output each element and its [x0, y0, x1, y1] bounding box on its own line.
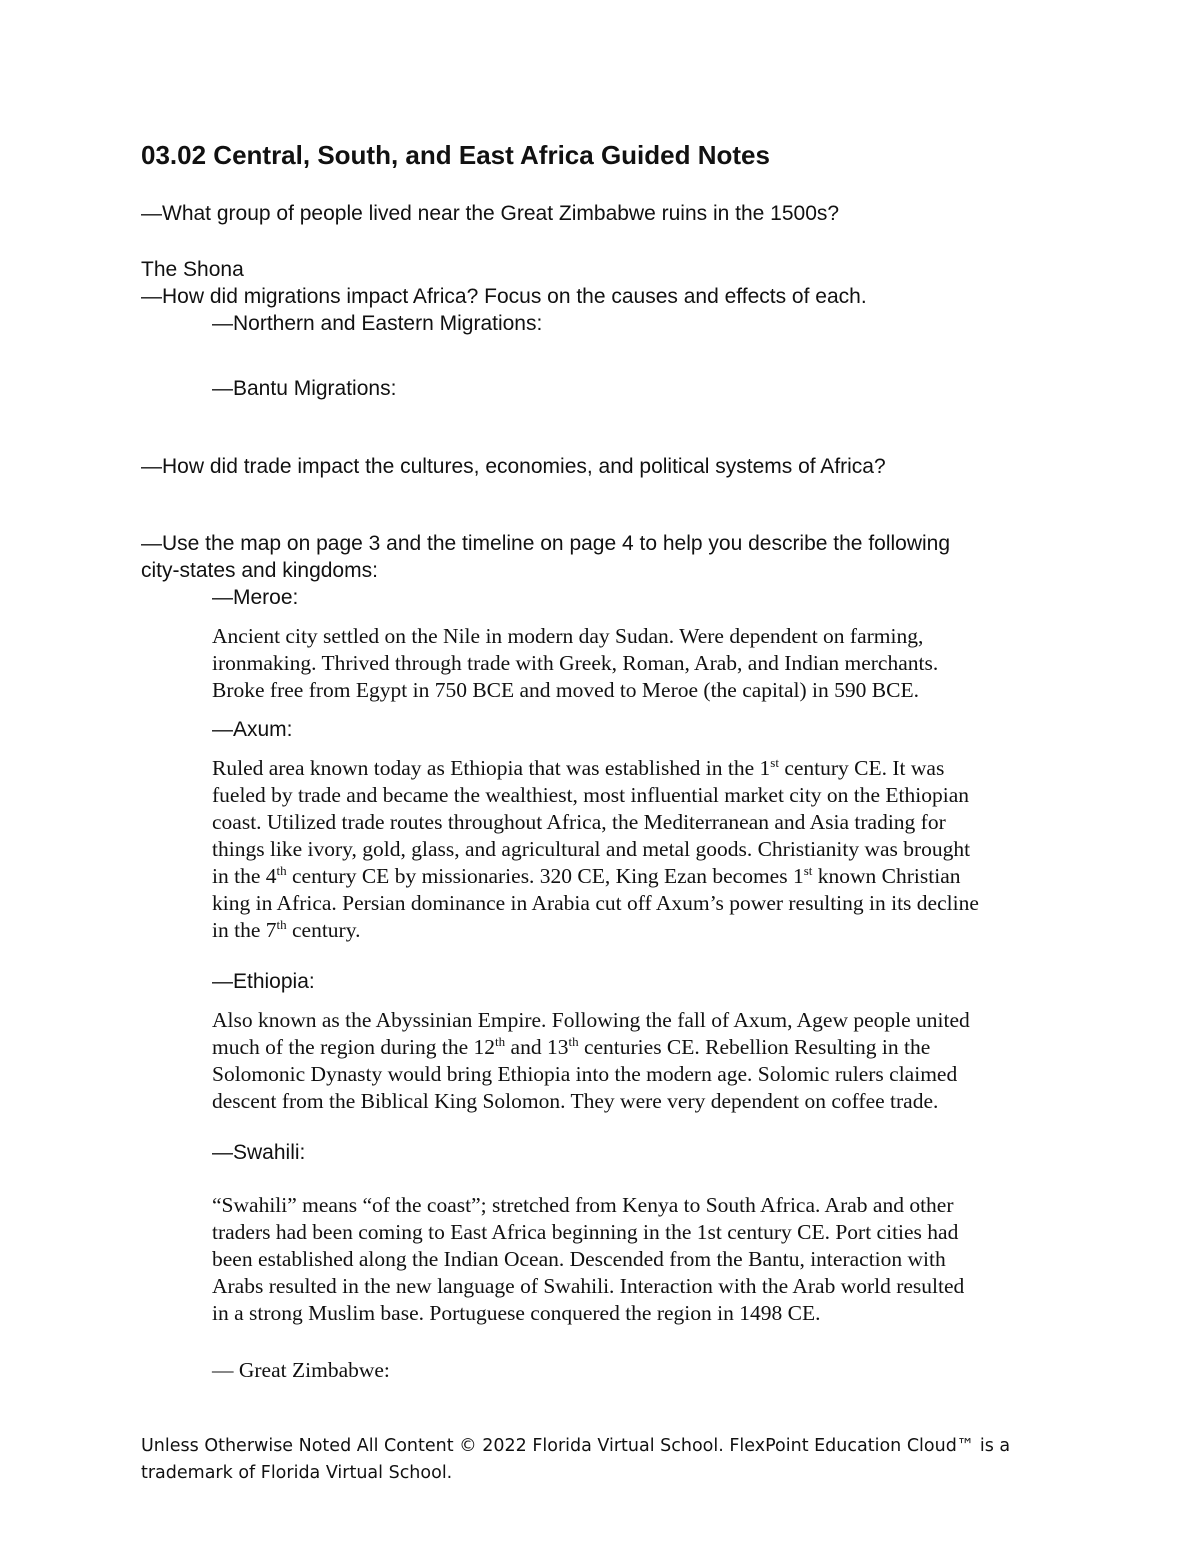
- footer-line: Unless Otherwise Noted All Content © 2022 Florida Virtual School. FlexPoint Education Cloud™ is a: [141, 1436, 1011, 1456]
- ethiopia-heading: —Ethiopia:: [212, 970, 315, 993]
- swahili-notes: [212, 1192, 1072, 1327]
- question-trade-impact: —How did trade impact the cultures, economies, and political systems of Africa?: [141, 455, 886, 478]
- great-zimbabwe-heading: — Great Zimbabwe:: [212, 1358, 390, 1382]
- swahili-line: been established along the Indian Ocean. Descended from the Bantu, interaction with: [212, 1247, 946, 1271]
- ethiopia-line: Also known as the Abyssinian Empire. Following the fall of Axum, Agew people united: [212, 1008, 970, 1032]
- swahili-heading: —Swahili:: [212, 1141, 306, 1164]
- axum-line: fueled by trade and became the wealthiest, most influential market city on the Ethiopian: [212, 783, 970, 807]
- axum-line: Ruled area known today as Ethiopia that was established in the 1st century CE. It was: [212, 755, 945, 780]
- axum-notes: [212, 755, 1072, 944]
- meroe-notes: [212, 623, 1072, 704]
- page-title: 03.02 Central, South, and East Africa Guided Notes: [141, 140, 770, 170]
- axum-line: things like ivory, gold, glass, and agricultural and metal goods. Christianity was brought: [212, 837, 971, 861]
- meroe-line: Ancient city settled on the Nile in modern day Sudan. Were dependent on farming,: [212, 624, 924, 648]
- footer-line: trademark of Florida Virtual School.: [141, 1463, 453, 1483]
- axum-line: in the 4th century CE by missionaries. 320 CE, King Ezan becomes 1st known Christian: [212, 863, 961, 888]
- swahili-line: traders had been coming to East Africa beginning in the 1st century CE. Port cities had: [212, 1220, 959, 1244]
- ethiopia-line: much of the region during the 12th and 13th centuries CE. Rebellion Resulting in the: [212, 1034, 931, 1059]
- axum-line: coast. Utilized trade routes throughout Africa, the Mediterranean and Asia trading for: [212, 810, 946, 834]
- meroe-heading: —Meroe:: [212, 586, 299, 609]
- copyright-footer: [141, 1433, 1081, 1487]
- ethiopia-line: Solomonic Dynasty would bring Ethiopia into the modern age. Solomic rulers claimed: [212, 1062, 958, 1086]
- swahili-line: Arabs resulted in the new language of Swahili. Interaction with the Arab world resulted: [212, 1274, 965, 1298]
- meroe-line: Broke free from Egypt in 750 BCE and moved to Meroe (the capital) in 590 BCE.: [212, 678, 919, 702]
- axum-line: in the 7th century.: [212, 917, 361, 942]
- question-zimbabwe-people: —What group of people lived near the Great Zimbabwe ruins in the 1500s?: [141, 202, 840, 225]
- axum-heading: —Axum:: [212, 718, 293, 741]
- ethiopia-line: descent from the Biblical King Solomon. They were very dependent on coffee trade.: [212, 1089, 939, 1113]
- prompt-bantu-migrations: —Bantu Migrations:: [212, 377, 397, 400]
- prompt-northern-eastern-migrations: —Northern and Eastern Migrations:: [212, 312, 543, 335]
- meroe-line: ironmaking. Thrived through trade with Greek, Roman, Arab, and Indian merchants.: [212, 651, 939, 675]
- axum-line: king in Africa. Persian dominance in Arabia cut off Axum’s power resulting in its decline: [212, 891, 979, 915]
- answer-shona: The Shona: [141, 258, 244, 281]
- question-map-timeline-line1: —Use the map on page 3 and the timeline on page 4 to help you describe the following: [141, 532, 951, 555]
- question-migrations: —How did migrations impact Africa? Focus on the causes and effects of each.: [141, 285, 867, 308]
- swahili-line: “Swahili” means “of the coast”; stretched from Kenya to South Africa. Arab and other: [212, 1193, 954, 1217]
- ethiopia-notes: [212, 1007, 1072, 1115]
- swahili-line: in a strong Muslim base. Portuguese conquered the region in 1498 CE.: [212, 1301, 821, 1325]
- question-map-timeline-line2: city-states and kingdoms:: [141, 559, 378, 582]
